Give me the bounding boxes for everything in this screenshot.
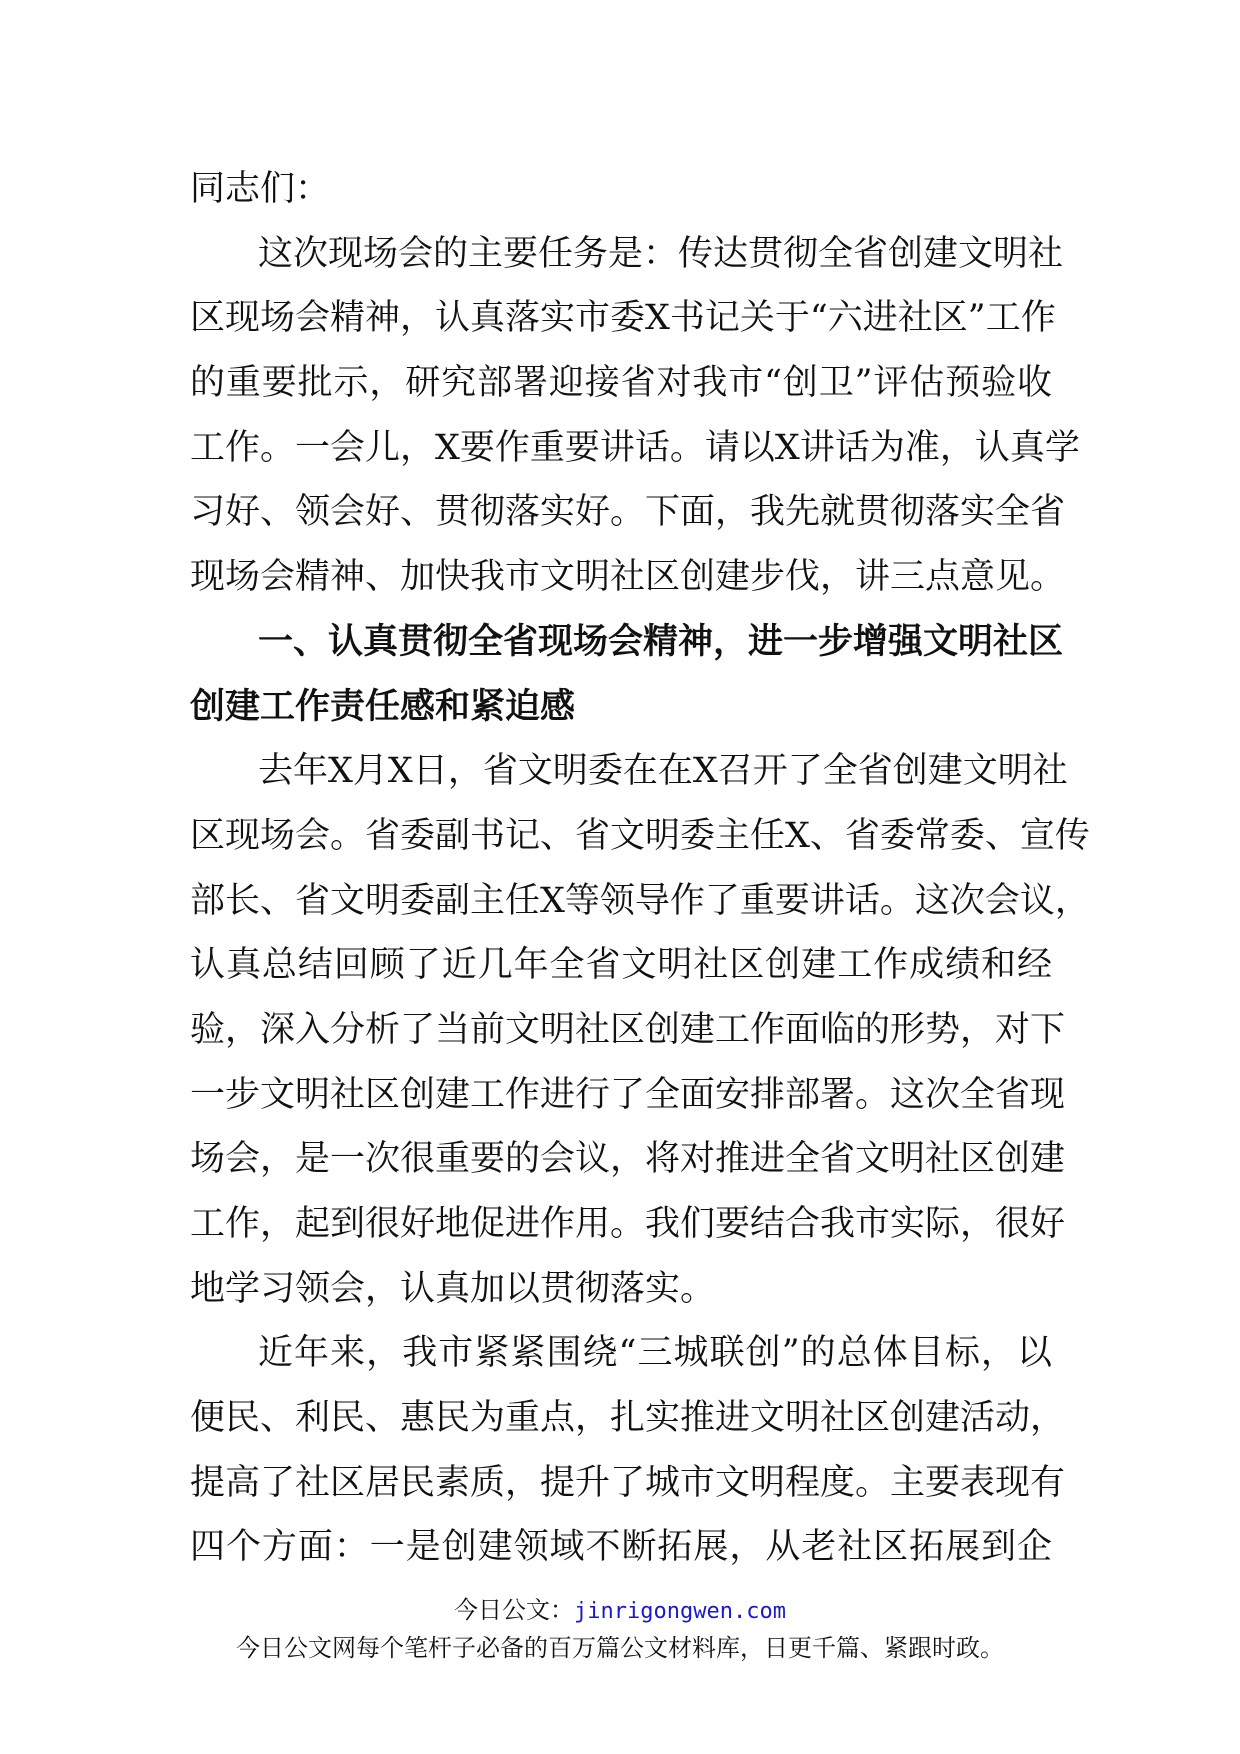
body-text-line: 区现场会精神，认真落实市委X书记关于“六进社区”工作 xyxy=(190,298,1056,339)
body-text-line: 验，深入分析了当前文明社区创建工作面临的形势，对下 xyxy=(190,1009,1066,1050)
body-text-line: 提高了社区居民素质，提升了城市文明程度。主要表现有 xyxy=(190,1462,1066,1503)
footer-site-link[interactable]: jinrigongwen.com xyxy=(574,1599,786,1624)
body-text-line: 近年来，我市紧紧围绕“三城联创”的总体目标，以 xyxy=(258,1333,1052,1374)
section-heading-line: 一、认真贯彻全省现场会精神，进一步增强文明社区 xyxy=(258,621,1064,662)
footer-site-label: 今日公文： xyxy=(454,1596,575,1624)
footer-site-line xyxy=(0,1590,1240,1625)
body-text-line: 便民、利民、惠民为重点，扎实推进文明社区创建活动， xyxy=(190,1398,1066,1439)
body-text-line: 部长、省文明委副主任X等领导作了重要讲话。这次会议， xyxy=(190,880,1090,921)
body-text-line: 这次现场会的主要任务是：传达贯彻全省创建文明社 xyxy=(258,233,1064,274)
body-text-line: 去年X月X日，省文明委在在X召开了全省创建文明社 xyxy=(258,751,1068,792)
body-text-line: 地学习领会，认真加以贯彻落实。 xyxy=(190,1268,716,1309)
body-text-line: 同志们： xyxy=(190,169,331,209)
footer-slogan: 今日公文网每个笔杆子必备的百万篇公文材料库，日更千篇、紧跟时政。 xyxy=(236,1634,1004,1662)
body-text-line: 认真总结回顾了近几年全省文明社区创建工作成绩和经 xyxy=(190,945,1052,986)
document-body xyxy=(190,157,1090,1580)
body-text-line: 区现场会。省委副书记、省文明委主任X、省委常委、宣传 xyxy=(190,815,1090,856)
body-text-line: 工作。一会儿，X要作重要讲话。请以X讲话为准，认真学 xyxy=(190,427,1080,468)
body-text-line: 场会，是一次很重要的会议，将对推进全省文明社区创建 xyxy=(190,1139,1066,1180)
body-text-line: 现场会精神、加快我市文明社区创建步伐，讲三点意见。 xyxy=(190,557,1066,598)
body-text-line: 四个方面：一是创建领域不断拓展，从老社区拓展到企 xyxy=(190,1527,1052,1568)
body-text-line: 一步文明社区创建工作进行了全面安排部署。这次全省现 xyxy=(190,1074,1066,1115)
body-text-line: 的重要批示，研究部署迎接省对我市“创卫”评估预验收 xyxy=(190,363,1052,404)
body-text-line: 工作，起到很好地促进作用。我们要结合我市实际，很好 xyxy=(190,1204,1066,1244)
body-text-line: 习好、领会好、贯彻落实好。下面，我先就贯彻落实全省 xyxy=(190,492,1066,533)
section-heading-line: 创建工作责任感和紧迫感 xyxy=(190,686,576,727)
